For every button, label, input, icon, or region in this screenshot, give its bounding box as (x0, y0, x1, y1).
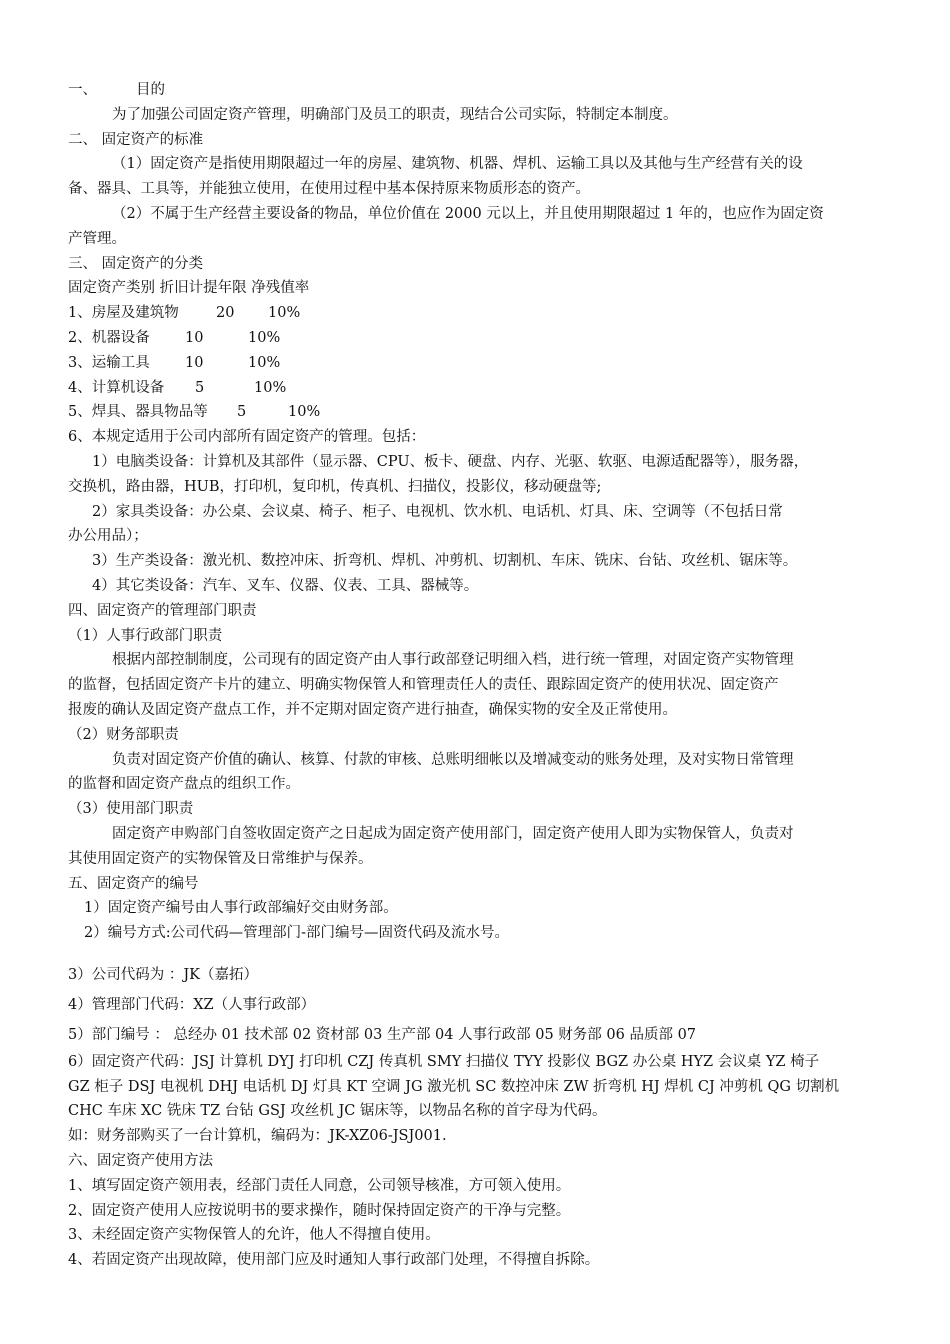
section-1-heading (68, 78, 906, 103)
paragraph-continued: 报废的确认及固定资产盘点工作，并不定期对固定资产进行抽查，确保实物的安全及正常使用。 (68, 701, 677, 718)
numbering-rule: 4）管理部门代码：XZ（人事行政部） (68, 996, 316, 1013)
numbering-rule: 2）编号方式:公司代码—管理部门-部门编号—固资代码及流水号。 (84, 925, 510, 942)
section-5-heading: 五、固定资产的编号 (68, 875, 199, 892)
category-years: 5 (237, 404, 247, 421)
category-row (68, 376, 906, 401)
paragraph: （2）不属于生产经营主要设备的物品，单位价值在 2000 元以上，并且使用期限超过 1 年的，也应作为固定资 (112, 205, 824, 222)
section-6-heading: 六、固定资产使用方法 (68, 1153, 213, 1170)
asset-codes-continued: CHC 车床 XC 铣床 TZ 台钻 GSJ 攻丝机 JC 锯床等，以物品名称的首字母为代码。 (68, 1103, 607, 1120)
section-3-heading: 三、 固定资产的分类 (68, 255, 204, 272)
paragraph: 负责对固定资产价值的确认、核算、付款的审核、总账明细帐以及增减变动的账务处理，及对实物日常管理 (112, 751, 794, 768)
section-4-heading: 四、固定资产的管理部门职责 (68, 602, 257, 619)
usage-rule: 2、固定资产使用人应按说明书的要求操作，随时保持固定资产的干净与完整。 (68, 1202, 571, 1219)
department-codes: 5）部门编号 ： 总经办 01 技术部 02 资材部 03 生产部 04 人事行政部 05 财务部 06 品质部 07 (68, 1026, 697, 1043)
paragraph: 根据内部控制制度，公司现有的固定资产由人事行政部登记明细入档，进行统一管理，对固定资产实物管理 (112, 652, 794, 669)
category-row (68, 301, 906, 326)
code-example: 如：财务部购买了一台计算机，编码为：JK-XZ06-JSJ001. (68, 1128, 447, 1145)
category-table (68, 301, 906, 425)
category-rate: 10% (268, 305, 301, 322)
category-name: 1、房屋及建筑物 (68, 305, 179, 322)
category-rate: 10% (254, 379, 287, 396)
section-title: 目的 (136, 82, 165, 98)
section-2-heading: 二、 固定资产的标准 (68, 131, 204, 148)
category-name: 2、机器设备 (68, 329, 150, 346)
category-row (68, 326, 906, 351)
equipment-item: 3）生产类设备：激光机、数控冲床、折弯机、焊机、冲剪机、切割机、车床、铣床、台钻、攻丝机、锯床等。 (92, 553, 798, 570)
paragraph-continued: 备、器具、工具等，并能独立使用，在使用过程中基本保持原来物质形态的资产。 (68, 181, 590, 198)
category-years: 10 (185, 329, 204, 346)
numbering-rule: 1）固定资产编号由人事行政部编好交由财务部。 (84, 900, 398, 917)
category-years: 20 (216, 305, 235, 322)
equipment-item: 2）家具类设备：办公桌、会议桌、椅子、柜子、电视机、饮水机、电话机、灯具、床、空调等（不包括日常 (92, 503, 783, 520)
paragraph-continued: 的监督，包括固定资产卡片的建立、明确实物保管人和管理责任人的责任、跟踪固定资产的使用状况、固定资产 (68, 677, 779, 694)
paragraph: 为了加强公司固定资产管理，明确部门及员工的职责，现结合公司实际，特制定本制度。 (112, 106, 678, 123)
subsection-heading: （3）使用部门职责 (68, 801, 194, 818)
paragraph-continued: 产管理。 (68, 230, 126, 247)
equipment-item-continued: 交换机，路由器，HUB，打印机，复印机，传真机、扫描仪，投影仪，移动硬盘等; (68, 478, 602, 495)
category-table-header: 固定资产类别 折旧计提年限 净残值率 (68, 280, 310, 297)
paragraph-continued: 的监督和固定资产盘点的组织工作。 (68, 776, 300, 793)
numbering-rule: 3）公司代码为 ：JK（嘉拓） (68, 966, 258, 983)
equipment-item-continued: 办公用品）； (68, 528, 148, 545)
category-years: 10 (185, 354, 204, 371)
paragraph: （1）固定资产是指使用期限超过一年的房屋、建筑物、机器、焊机、运输工具以及其他与生产经营有关的设 (112, 156, 803, 173)
category-years: 5 (195, 379, 205, 396)
subsection-heading: （2）财务部职责 (68, 726, 179, 743)
equipment-item: 4）其它类设备：汽车、叉车、仪器、仪表、工具、器械等。 (92, 577, 479, 594)
category-rate: 10% (248, 329, 281, 346)
equipment-item: 1）电脑类设备：计算机及其部件（显示器、CPU、板卡、硬盘、内存、光驱、软驱、电源适配器等），服务器， (92, 453, 809, 470)
paragraph: 6、本规定适用于公司内部所有固定资产的管理。包括： (68, 429, 426, 446)
usage-rule: 1、填写固定资产领用表，经部门责任人同意，公司领导核准，方可领入使用。 (68, 1177, 571, 1194)
asset-codes: 6）固定资产代码：JSJ 计算机 DYJ 打印机 CZJ 传真机 SMY 扫描仪 TYY 投影仪 BGZ 办公桌 HYZ 会议桌 YZ 椅子 (68, 1053, 820, 1070)
usage-rule: 3、未经固定资产实物保管人的允许，他人不得擅自使用。 (68, 1227, 440, 1244)
category-row (68, 351, 906, 376)
usage-rule: 4、若固定资产出现故障，使用部门应及时通知人事行政部门处理，不得擅自拆除。 (68, 1252, 600, 1269)
category-row (68, 400, 906, 425)
category-rate: 10% (288, 404, 321, 421)
category-name: 4、计算机设备 (68, 379, 165, 396)
category-rate: 10% (248, 354, 281, 371)
paragraph-continued: 其使用固定资产的实物保管及日常维护与保养。 (68, 850, 373, 867)
section-number: 一、 (68, 82, 97, 98)
category-name: 3、运输工具 (68, 354, 150, 371)
subsection-heading: （1）人事行政部门职责 (68, 627, 223, 644)
category-name: 5、焊具、器具物品等 (68, 404, 208, 421)
paragraph: 固定资产申购部门自签收固定资产之日起成为固定资产使用部门，固定资产使用人即为实物保管人，负责对 (112, 825, 794, 842)
asset-codes-continued: GZ 柜子 DSJ 电视机 DHJ 电话机 DJ 灯具 KT 空调 JG 激光机 SC 数控冲床 ZW 折弯机 HJ 焊机 CJ 冲剪机 QG 切割机 (68, 1078, 840, 1095)
document-page (68, 78, 906, 1273)
